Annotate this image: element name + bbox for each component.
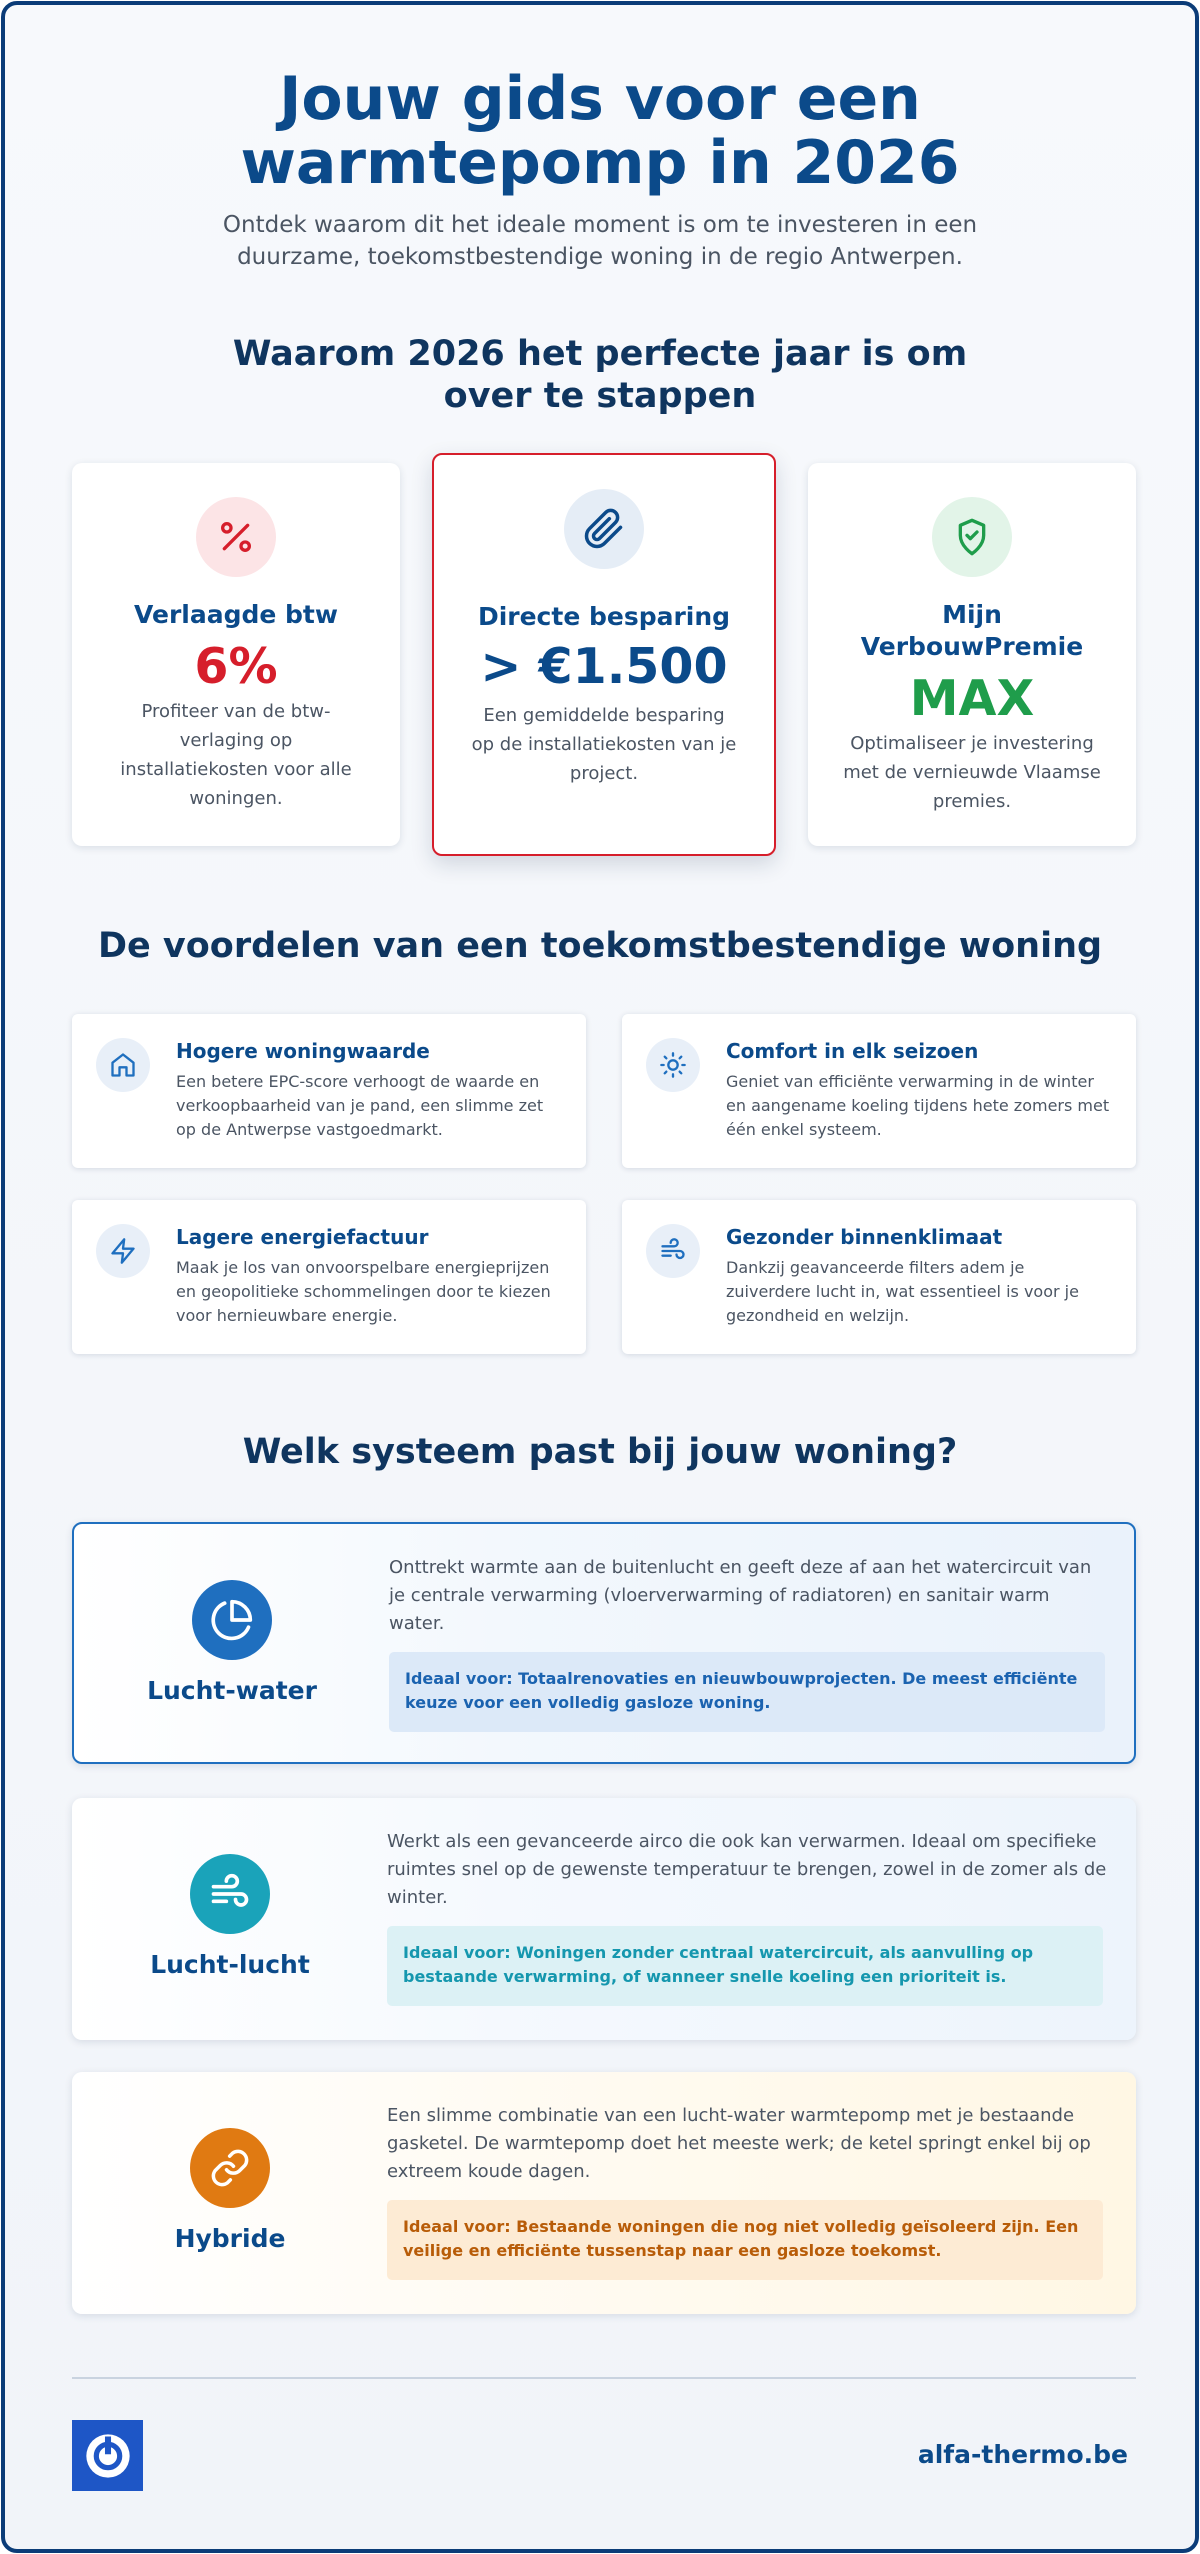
benefit-hogere-woningwaarde <box>72 1014 586 1168</box>
pie-chart-icon <box>192 1580 272 1660</box>
system-name: Hybride <box>174 2224 286 2253</box>
card-verlaagde-btw <box>72 463 400 846</box>
system-ideal-box: Ideaal voor: Woningen zonder centraal watercircuit, als aanvulling op bestaande verwarming, of wanneer snelle koeling een prioriteit is. <box>387 1926 1103 2006</box>
footer-divider <box>72 2377 1136 2379</box>
why-heading: Waarom 2026 het perfecte jaar is om over te stappen <box>232 334 968 416</box>
benefit-title: Comfort in elk seizoen <box>726 1039 979 1063</box>
system-name: Lucht-lucht <box>150 1950 310 1979</box>
wind-icon <box>646 1224 700 1278</box>
benefit-binnenklimaat <box>622 1200 1136 1354</box>
card-title: Verlaagde btw <box>134 600 338 629</box>
home-icon <box>96 1038 150 1092</box>
card-directe-besparing <box>432 453 776 856</box>
system-description: Werkt als een gevanceerde airco die ook kan verwarmen. Ideaal om specifieke ruimtes snel op de gewenste temperatuur te brengen, zowel in de zomer als de winter. <box>387 1831 1107 1908</box>
card-value: MAX <box>909 670 1035 727</box>
benefit-comfort <box>622 1014 1136 1168</box>
wind-icon <box>190 1854 270 1934</box>
bolt-icon <box>96 1224 150 1278</box>
benefit-text: Dankzij geavanceerde filters adem je zuiverdere lucht in, wat essentieel is voor je gezondheid en welzijn. <box>726 1258 1079 1325</box>
infographic-frame <box>1 1 1199 2553</box>
card-title: Directe besparing <box>477 602 731 631</box>
system-ideal-box: Ideaal voor: Totaalrenovaties en nieuwbouwprojecten. De meest efficiënte keuze voor een volledig gasloze woning. <box>389 1652 1105 1732</box>
sun-icon <box>646 1038 700 1092</box>
benefit-title: Gezonder binnenklimaat <box>726 1225 1003 1249</box>
page-title-line-1: Jouw gids voor een <box>279 64 921 134</box>
benefit-energiefactuur <box>72 1200 586 1354</box>
card-text: Een gemiddelde besparing op de installatiekosten van je project. <box>471 705 737 784</box>
system-description: Een slimme combinatie van een lucht-water warmtepomp met je bestaande gasketel. De warmtepomp doet het meeste werk; de ketel springt enkel bij op extreem koude dagen. <box>387 2105 1091 2182</box>
benefit-title: Hogere woningwaarde <box>176 1039 430 1063</box>
page-subtitle: Ontdek waarom dit het ideale moment is om te investeren in een duurzame, toekomstbestendige woning in de regio Antwerpen. <box>222 212 978 270</box>
benefit-title: Lagere energiefactuur <box>176 1225 429 1249</box>
card-text: Optimaliseer je investering met de vernieuwde Vlaamse premies. <box>843 733 1101 812</box>
benefit-text: Een betere EPC-score verhoogt de waarde en verkoopbaarheid van je pand, een slimme zet op de Antwerpse vastgoedmarkt. <box>176 1072 544 1139</box>
system-lucht-water <box>72 1522 1136 1764</box>
link-icon <box>190 2128 270 2208</box>
card-title: Mijn VerbouwPremie <box>860 600 1084 661</box>
shield-check-icon <box>932 497 1012 577</box>
system-description: Onttrekt warmte aan de buitenlucht en geeft deze af aan het watercircuit van je centrale verwarming (vloerverwarming of radiatoren) en sanitair warm water. <box>389 1557 1092 1634</box>
percent-icon <box>196 497 276 577</box>
page-title-line-2: warmtepomp in 2026 <box>240 128 960 198</box>
power-icon <box>72 2420 143 2491</box>
system-hybride <box>72 2072 1136 2314</box>
benefits-heading: De voordelen van een toekomstbestendige woning <box>97 926 1103 966</box>
systems-heading: Welk systeem past bij jouw woning? <box>242 1432 958 1472</box>
card-text: Profiteer van de btw-verlaging op installatiekosten voor alle woningen. <box>120 701 352 809</box>
paperclip-icon <box>564 489 644 569</box>
card-verbouwpremie <box>808 463 1136 846</box>
card-value: > €1.500 <box>480 638 728 695</box>
website-link[interactable]: alfa-thermo.be <box>917 2440 1128 2469</box>
page-title <box>5 64 1195 198</box>
benefit-text: Maak je los van onvoorspelbare energieprijzen en geopolitieke schommelingen door te kiezen voor hernieuwbare energie. <box>176 1258 551 1325</box>
card-value: 6% <box>194 638 278 695</box>
system-name: Lucht-water <box>147 1676 317 1705</box>
benefit-text: Geniet van efficiënte verwarming in de winter en aangename koeling tijdens hete zomers met één enkel systeem. <box>726 1072 1110 1139</box>
system-lucht-lucht <box>72 1798 1136 2040</box>
system-ideal-box: Ideaal voor: Bestaande woningen die nog niet volledig geïsoleerd zijn. Een veilige en efficiënte tussenstap naar een gasloze toekomst. <box>387 2200 1103 2280</box>
